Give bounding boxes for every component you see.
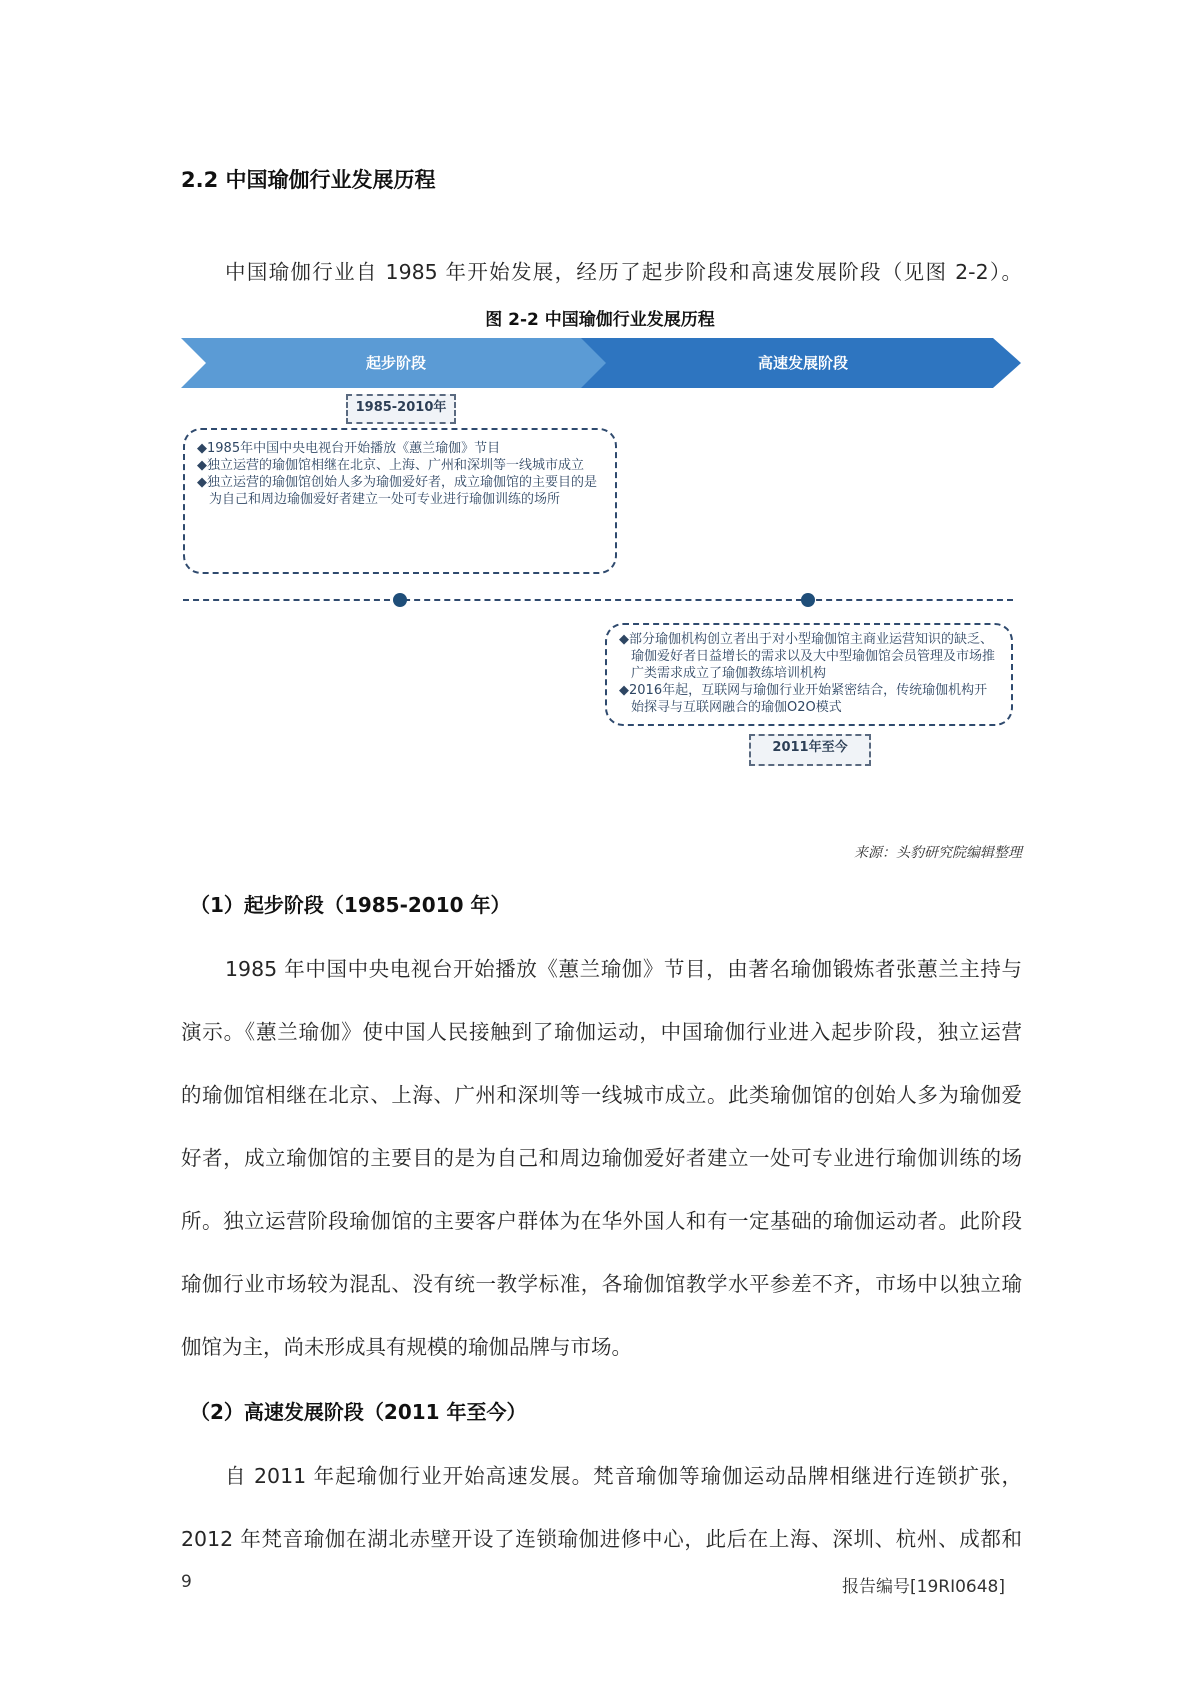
stage1-bullet: ◆1985年中国中央电视台开始播放《蕙兰瑜伽》节目: [197, 441, 501, 456]
stage2-bullet: ◆2016年起，互联网与瑜伽行业开始紧密结合，传统瑜伽机构开始探寻与互联网融合的瑜伽O2O模式: [619, 683, 988, 715]
report-number: 报告编号[19RI0648]: [842, 1577, 1005, 1597]
paragraph-line: 瑜伽行业市场较为混乱、没有统一教学标准，各瑜伽馆教学水平参差不齐，市场中以独立瑜: [181, 1272, 1022, 1296]
intro-paragraph: 中国瑜伽行业自 1985 年开始发展，经历了起步阶段和高速发展阶段（见图 2-2）。: [225, 260, 1022, 284]
stage2-banner: [600, 338, 1020, 388]
stage2-box: [605, 623, 1013, 726]
figure-title: 图 2-2 中国瑜伽行业发展历程: [485, 310, 715, 330]
stage1-banner: [181, 338, 621, 388]
subsection-1-heading: （1）起步阶段（1985-2010 年）: [190, 893, 511, 917]
stage1-bullet: ◆独立运营的瑜伽馆相继在北京、上海、广州和深圳等一线城市成立: [197, 458, 585, 473]
timeline-dot-1985: [393, 593, 407, 607]
stage2-period: 2011年至今: [749, 734, 871, 766]
paragraph-line: 好者，成立瑜伽馆的主要目的是为自己和周边瑜伽爱好者建立一处可专业进行瑜伽训练的场: [181, 1146, 1022, 1170]
stage1-label: 起步阶段: [366, 354, 427, 372]
page-number: 9: [181, 1572, 192, 1592]
subsection-2-heading: （2）高速发展阶段（2011 年至今）: [190, 1400, 527, 1424]
timeline-dot-2011: [801, 593, 815, 607]
stage1-period: 1985-2010年: [346, 394, 456, 424]
paragraph-line: 的瑜伽馆相继在北京、上海、广州和深圳等一线城市成立。此类瑜伽馆的创始人多为瑜伽爱: [181, 1083, 1022, 1107]
stage2-label: 高速发展阶段: [758, 354, 849, 372]
timeline-axis: [183, 599, 1013, 601]
paragraph-line: 1985 年中国中央电视台开始播放《蕙兰瑜伽》节目，由著名瑜伽锻炼者张蕙兰主持与: [225, 957, 1022, 981]
paragraph-line: 2012 年梵音瑜伽在湖北赤壁开设了连锁瑜伽进修中心，此后在上海、深圳、杭州、成都和: [181, 1527, 1022, 1551]
section-heading: 2.2 中国瑜伽行业发展历程: [181, 168, 436, 192]
paragraph-line: 所。独立运营阶段瑜伽馆的主要客户群体为在华外国人和有一定基础的瑜伽运动者。此阶段: [181, 1209, 1022, 1233]
paragraph-line: 演示。《蕙兰瑜伽》使中国人民接触到了瑜伽运动，中国瑜伽行业进入起步阶段，独立运营: [181, 1020, 1022, 1044]
stage2-bullet: ◆部分瑜伽机构创立者出于对小型瑜伽馆主商业运营知识的缺乏、瑜伽爱好者日益增长的需求以及大中型瑜伽馆会员管理及市场推广类需求成立了瑜伽教练培训机构: [619, 632, 996, 681]
paragraph-line: 伽馆为主，尚未形成具有规模的瑜伽品牌与市场。: [181, 1335, 632, 1359]
figure-source: 来源：头豹研究院编辑整理: [854, 845, 1022, 861]
stage1-bullet: ◆独立运营的瑜伽馆创始人多为瑜伽爱好者，成立瑜伽馆的主要目的是为自己和周边瑜伽爱好者建立一处可专业进行瑜伽训练的场所: [197, 475, 598, 507]
stage1-box: [183, 428, 617, 574]
paragraph-line: 自 2011 年起瑜伽行业开始高速发展。梵音瑜伽等瑜伽运动品牌相继进行连锁扩张，: [225, 1464, 1022, 1488]
